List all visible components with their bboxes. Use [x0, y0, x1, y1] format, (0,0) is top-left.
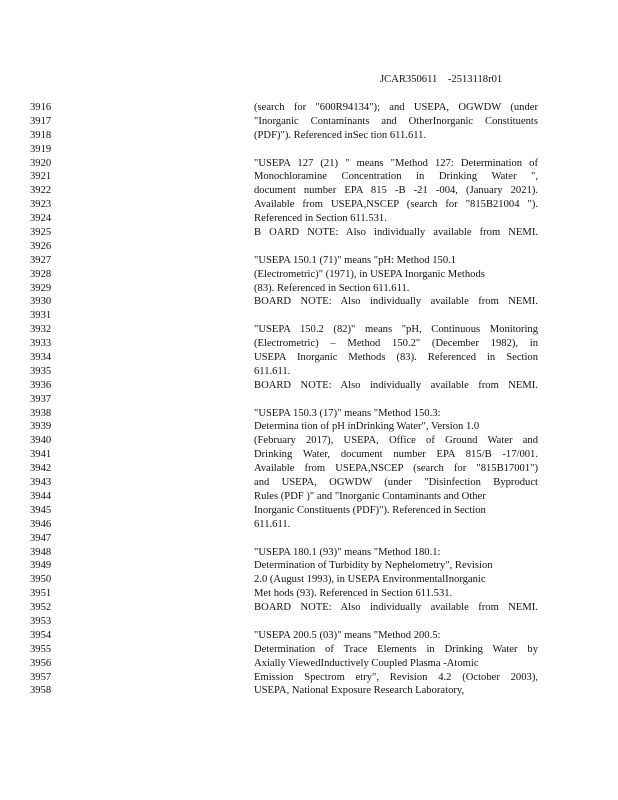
line-number: 3936	[30, 379, 52, 391]
text-line: 2.0 (August 1993), in USEPA EnvironmentalInorganic	[254, 574, 486, 586]
line-number: 3927	[30, 254, 52, 266]
line-number: 3948	[30, 546, 52, 558]
text-line: Emission Spectrom etry", Revision 4.2 (October 2003),	[254, 671, 538, 683]
text-line: Drinking Water, document number EPA 815/B -17/001.	[254, 449, 538, 461]
line-number: 3939	[30, 421, 52, 433]
line-number: 3935	[30, 365, 52, 377]
text-line: and USEPA, OGWDW (under "Disinfection Byproduct	[254, 477, 538, 489]
document-body	[254, 101, 538, 698]
text-line: 611.611.	[254, 365, 291, 377]
line-number: 3941	[30, 449, 52, 461]
text-line: B OARD NOTE: Also individually available from NEMI.	[254, 227, 538, 239]
line-number: 3947	[30, 532, 52, 544]
text-line: "USEPA 180.1 (93)" means "Method 180.1:	[254, 546, 441, 558]
text-line	[254, 615, 538, 629]
text-line: "USEPA 150.1 (71)" means "pH: Method 150.1	[254, 254, 457, 266]
text-line: (PDF)"). Referenced inSec tion 611.611.	[254, 129, 427, 141]
line-number: 3921	[30, 171, 52, 183]
text-line: Axially ViewedInductively Coupled Plasma -Atomic	[254, 657, 479, 669]
text-line: "USEPA 127 (21) " means "Method 127: Determination of	[254, 157, 538, 169]
text-line	[254, 309, 538, 323]
text-line: Determina tion of pH inDrinking Water", Version 1.0	[254, 421, 480, 433]
line-number: 3924	[30, 213, 52, 225]
text-line: BOARD NOTE: Also individually available from NEMI.	[254, 602, 538, 614]
line-number: 3958	[30, 685, 52, 697]
line-number: 3940	[30, 435, 52, 447]
line-number: 3942	[30, 463, 52, 475]
text-line: 611.611.	[254, 518, 291, 530]
line-number: 3949	[30, 560, 52, 572]
line-number: 3944	[30, 490, 52, 502]
line-number: 3919	[30, 143, 52, 155]
text-line: Available from USEPA,NSCEP (search for "815B21004 ").	[254, 199, 538, 211]
line-number: 3938	[30, 407, 52, 419]
text-line	[254, 532, 538, 546]
text-line: USEPA, National Exposure Research Laboratory,	[254, 685, 465, 697]
text-line: (83). Referenced in Section 611.611.	[254, 282, 410, 294]
line-number-column	[30, 101, 70, 698]
line-number: 3929	[30, 282, 52, 294]
line-number: 3957	[30, 671, 52, 683]
line-number: 3946	[30, 518, 52, 530]
text-line: Available from USEPA,NSCEP (search for "815B17001")	[254, 463, 538, 475]
text-line	[254, 143, 538, 157]
line-number: 3922	[30, 185, 52, 197]
text-line: Monochloramine Concentration in Drinking Water ",	[254, 171, 538, 183]
text-line: "USEPA 150.2 (82)" means "pH, Continuous Monitoring	[254, 324, 538, 336]
text-line: Determination of Trace Elements in Drinking Water by	[254, 643, 538, 655]
text-line: (Electrometric)" (1971), in USEPA Inorganic Methods	[254, 268, 485, 280]
line-number: 3951	[30, 588, 52, 600]
text-line: Referenced in Section 611.531.	[254, 213, 387, 225]
text-line: (February 2017), USEPA, Office of Ground Water and	[254, 435, 538, 447]
line-number: 3954	[30, 629, 52, 641]
line-number: 3953	[30, 615, 52, 627]
document-header-id: JCAR350611 -2513118r01	[380, 74, 503, 85]
line-number: 3932	[30, 324, 52, 336]
text-line: Met hods (93). Referenced in Section 611.531.	[254, 588, 453, 600]
line-number: 3931	[30, 310, 52, 322]
line-number: 3920	[30, 157, 52, 169]
text-line: Inorganic Constituents (PDF)"). Referenced in Section	[254, 504, 486, 516]
line-number: 3952	[30, 602, 52, 614]
line-number: 3928	[30, 268, 52, 280]
text-line: Determination of Turbidity by Nephelometry", Revision	[254, 560, 493, 572]
line-number: 3923	[30, 199, 52, 211]
line-number: 3945	[30, 504, 52, 516]
line-number: 3917	[30, 115, 52, 127]
text-line: USEPA Inorganic Methods (83). Referenced in Section	[254, 352, 538, 364]
line-number: 3926	[30, 240, 52, 252]
text-line: "USEPA 200.5 (03)" means "Method 200.5:	[254, 629, 441, 641]
text-line: "USEPA 150.3 (17)" means "Method 150.3:	[254, 407, 441, 419]
line-number: 3925	[30, 227, 52, 239]
line-number: 3943	[30, 477, 52, 489]
text-line: BOARD NOTE: Also individually available from NEMI.	[254, 379, 538, 391]
text-line	[254, 240, 538, 254]
line-number: 3956	[30, 657, 52, 669]
line-number: 3916	[30, 102, 52, 113]
text-line: BOARD NOTE: Also individually available from NEMI.	[254, 296, 538, 308]
line-number: 3955	[30, 643, 52, 655]
text-line: Rules (PDF )" and "Inorganic Contaminants and Other	[254, 490, 486, 502]
text-line	[254, 393, 538, 407]
text-line: document number EPA 815 -B -21 -004, (January 2021).	[254, 185, 538, 197]
text-line: "Inorganic Contaminants and OtherInorganic Constituents	[254, 115, 538, 127]
text-line: (search for "600R94134"); and USEPA, OGWDW (under	[254, 102, 538, 113]
line-number: 3933	[30, 338, 52, 350]
line-number: 3950	[30, 574, 52, 586]
text-line: (Electrometric) – Method 150.2" (December 1982), in	[254, 338, 538, 350]
line-number: 3930	[30, 296, 52, 308]
line-number: 3918	[30, 129, 52, 141]
line-number: 3937	[30, 393, 52, 405]
line-number: 3934	[30, 352, 52, 364]
